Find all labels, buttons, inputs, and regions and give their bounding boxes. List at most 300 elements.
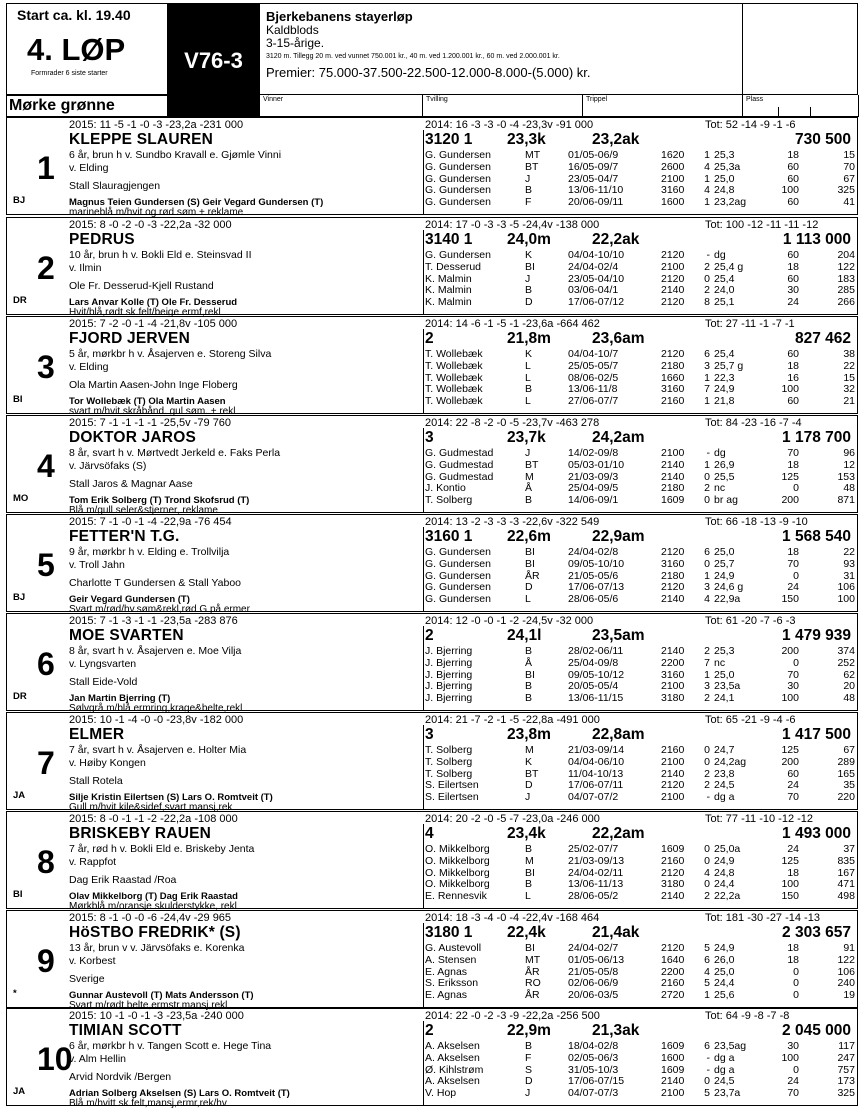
start-time: 25,0 — [714, 172, 735, 185]
start-distance: 2160 — [661, 977, 685, 990]
start-distance: 2140 — [661, 458, 685, 471]
start-row — [425, 989, 855, 1000]
start-distance: 2720 — [661, 989, 685, 1002]
stats-2014: 2014: 14 -6 -1 -5 -1 -23,6a -664 462 — [425, 318, 600, 330]
horse-dam-sire: v. Lyngsvarten — [69, 658, 137, 670]
start-time: 24,8 — [714, 184, 735, 197]
start-date: 14/06-09/1 — [568, 494, 619, 507]
earnings: 1 568 540 — [782, 528, 851, 545]
stats-2014: 2014: 22 -0 -2 -3 -9 -22,2a -256 500 — [425, 1010, 600, 1022]
start-distance: 2140 — [661, 767, 685, 780]
start-time: 25,5 — [714, 470, 735, 483]
start-driver: T. Solberg — [425, 494, 473, 507]
start-track: BI — [525, 942, 535, 954]
start-place: 0 — [704, 755, 710, 768]
start-time: 23,5a — [714, 680, 741, 693]
start-place: 7 — [704, 383, 710, 396]
horse-name: DOKTOR JAROS — [69, 429, 196, 446]
start-date: 24/04-02/11 — [568, 866, 624, 879]
start-track: B — [525, 843, 533, 855]
horse-owner: Stall Slauragjengen — [69, 180, 161, 192]
driver-trainer: Lars Anvar Kolle (T) Ole Fr. Desserud — [69, 297, 238, 308]
stats-2014: 2014: 16 -3 -3 -0 -4 -23,3v -91 000 — [425, 119, 594, 131]
divider — [858, 95, 859, 117]
divider — [423, 923, 424, 1007]
earnings: 1 178 700 — [782, 429, 851, 446]
horse-pedigree: 6 år, mørkbr h v. Tangen Scott e. Hege Tina — [69, 1040, 272, 1052]
horse-pedigree: 9 år, mørkbr h v. Elding e. Trollvilja — [69, 546, 230, 558]
start-odds: 24 — [787, 296, 799, 309]
start-distance: 1609 — [661, 1063, 685, 1076]
start-distance: 1620 — [661, 149, 685, 161]
region-code: JA — [13, 1086, 26, 1097]
start-odds: 200 — [781, 755, 799, 768]
start-row — [425, 669, 855, 680]
record-auto: 21,4ak — [592, 924, 640, 941]
start-place: 1 — [704, 149, 710, 161]
form-note: Formrader 6 siste starter — [31, 70, 108, 77]
start-odds: 100 — [781, 184, 799, 197]
start-track: MT — [525, 953, 541, 966]
start-distance: 2140 — [661, 470, 685, 483]
start-driver: A. Akselsen — [425, 1075, 480, 1088]
start-time: Start ca. kl. 19.40 — [17, 7, 131, 23]
horse-owner: Ola Martin Aasen-John Inge Floberg — [69, 379, 238, 391]
stats-total: Tot: 77 -11 -10 -12 -12 — [705, 813, 814, 825]
start-distance: 2160 — [661, 854, 685, 867]
start-time: 25,3a — [714, 160, 741, 173]
start-time: 24,2ag — [714, 755, 747, 768]
region-code: DR — [13, 691, 27, 702]
start-time: 25,4 — [714, 348, 735, 360]
start-track: RO — [525, 977, 541, 990]
start-prize: 67 — [843, 744, 855, 756]
start-prize: 15 — [843, 149, 855, 161]
start-distance: 2160 — [661, 744, 685, 756]
start-row — [425, 581, 855, 592]
region-code: BJ — [13, 592, 26, 603]
start-odds: 60 — [787, 249, 799, 261]
start-date: 04/04-06/10 — [568, 755, 625, 768]
start-place: 1 — [704, 569, 710, 582]
start-date: 13/06-11/15 — [568, 692, 624, 705]
start-place: 0 — [704, 744, 710, 756]
divider — [423, 626, 424, 710]
divider — [582, 95, 583, 117]
start-track: D — [525, 296, 533, 309]
distance-post: 3 — [425, 429, 434, 446]
start-time: 24,4 — [714, 977, 735, 990]
start-track: ÅR — [525, 569, 540, 582]
start-odds: 100 — [781, 1051, 799, 1064]
start-date: 24/04-02/7 — [568, 942, 619, 954]
start-driver: G. Gundersen — [425, 546, 491, 558]
start-odds: 60 — [787, 160, 799, 173]
start-track: BT — [525, 458, 539, 471]
race-breed: Kaldblods — [266, 23, 319, 37]
start-time: 23,7a — [714, 1087, 741, 1100]
start-time: 25,0 — [714, 546, 735, 558]
start-date: 21/05-05/6 — [568, 569, 619, 582]
start-distance: 2140 — [661, 645, 685, 657]
race-conditions: 3120 m. Tillegg 20 m. ved vunnet 750.001 kr., 40 m. ved 1.200.001 kr., 60 m. ved 2.000.001 kr. — [266, 53, 560, 60]
start-driver: E. Agnas — [425, 989, 468, 1002]
start-prize: 48 — [843, 482, 855, 495]
start-date: 24/04-02/4 — [568, 260, 619, 273]
start-time: 25,3 — [714, 149, 735, 161]
distance-post: 3140 1 — [425, 231, 473, 248]
race-info-box — [259, 3, 743, 95]
start-row — [425, 196, 855, 207]
start-distance: 1600 — [661, 1051, 685, 1064]
start-driver: J. Bjerring — [425, 692, 473, 705]
record-auto: 23,6am — [592, 330, 645, 347]
start-odds: 0 — [793, 989, 799, 1002]
start-odds: 0 — [793, 977, 799, 990]
start-track: B — [525, 1040, 533, 1052]
start-row — [425, 558, 855, 569]
start-time: 24,9 — [714, 383, 735, 396]
start-date: 20/06-09/11 — [568, 196, 624, 209]
start-track: M — [525, 854, 534, 867]
start-place: 3 — [704, 680, 710, 693]
start-date: 01/05-06/9 — [568, 149, 619, 161]
start-driver: G. Gundersen — [425, 172, 491, 185]
blank-box — [742, 3, 858, 95]
driver-trainer: Silje Kristin Eilertsen (S) Lars O. Romtveit (T) — [69, 792, 273, 803]
start-driver: G. Gundersen — [425, 569, 491, 582]
start-place: 4 — [704, 965, 710, 978]
record-auto: 22,2ak — [592, 231, 640, 248]
start-place: 5 — [704, 942, 710, 954]
label-tvilling: Tvilling — [426, 96, 448, 103]
horse-dam-sire: v. Järvsöfaks (S) — [69, 460, 147, 472]
record-volt: 23,4k — [507, 825, 546, 842]
start-time: 23,8 — [714, 767, 735, 780]
start-track: S — [525, 1063, 533, 1076]
distance-post: 3160 1 — [425, 528, 473, 545]
start-date: 21/05-05/8 — [568, 965, 619, 978]
racing-colors: Blå m/hvitt sk.felt,mansj,ermr,rek/hv — [69, 1098, 227, 1109]
start-place: 1 — [704, 172, 710, 185]
start-row — [425, 360, 855, 371]
horse-dam-sire: v. Høiby Kongen — [69, 757, 146, 769]
start-prize: 38 — [843, 348, 855, 360]
start-place: - — [706, 1051, 710, 1064]
start-place: 6 — [704, 348, 710, 360]
start-odds: 0 — [793, 569, 799, 582]
start-track: BT — [525, 767, 539, 780]
stats-2015: 2015: 8 -1 -0 -0 -6 -24,4v -29 965 — [69, 912, 232, 924]
horse-pedigree: 7 år, rød h v. Bokli Eld e. Briskeby Jenta — [69, 843, 255, 855]
horse-entry — [6, 613, 858, 714]
start-place: - — [706, 1063, 710, 1076]
start-time: 23,2ag — [714, 196, 747, 209]
start-date: 25/04-09/5 — [568, 482, 619, 495]
horse-pedigree: 8 år, svart h v. Åsajerven e. Moe Vilja — [69, 645, 242, 657]
start-number: 7 — [37, 745, 55, 781]
start-track: Å — [525, 656, 533, 669]
start-time: dg — [714, 447, 726, 459]
start-place: 0 — [704, 272, 710, 285]
horse-name: TIMIAN SCOTT — [69, 1022, 182, 1039]
start-place: 4 — [704, 593, 710, 606]
track-label: Mørke grønne — [6, 95, 168, 117]
start-prize: 48 — [843, 692, 855, 705]
start-odds: 70 — [787, 791, 799, 804]
start-odds: 18 — [787, 359, 799, 372]
start-prize: 100 — [837, 593, 855, 606]
start-prize: 35 — [843, 779, 855, 792]
driver-trainer: Gunnar Austevoll (T) Mats Andersson (T) — [69, 990, 254, 1001]
tick — [810, 107, 811, 117]
start-place: 8 — [704, 296, 710, 309]
horse-dam-sire: v. Elding — [69, 361, 109, 373]
start-date: 20/06-03/5 — [568, 989, 619, 1002]
start-date: 04/07-07/3 — [568, 1087, 619, 1100]
start-odds: 30 — [787, 680, 799, 693]
horse-pedigree: 7 år, svart h v. Åsajerven e. Holter Mia — [69, 744, 247, 756]
race-header — [6, 3, 858, 117]
start-time: 26,0 — [714, 953, 735, 966]
start-time: 24,6 g — [714, 581, 744, 594]
horse-name: FJORD JERVEN — [69, 330, 190, 347]
start-row — [425, 890, 855, 901]
divider — [423, 130, 424, 214]
start-time: 24,9 — [714, 569, 735, 582]
start-date: 04/04-10/7 — [568, 348, 619, 360]
start-distance: 1640 — [661, 953, 685, 966]
start-odds: 24 — [787, 581, 799, 594]
start-distance: 2120 — [661, 581, 685, 594]
start-odds: 125 — [781, 854, 799, 867]
start-place: 0 — [704, 494, 710, 507]
start-row — [425, 791, 855, 802]
start-row — [425, 570, 855, 581]
start-place: - — [706, 447, 710, 459]
start-distance: 2100 — [661, 1087, 685, 1100]
start-distance: 2200 — [661, 965, 685, 978]
start-row — [425, 482, 855, 493]
start-date: 13/06-11/13 — [568, 878, 624, 891]
driver-trainer: Magnus Teien Gundersen (S) Geir Vegard Gundersen (T) — [69, 197, 324, 208]
start-prize: 20 — [843, 680, 855, 693]
race-title: Bjerkebanens stayerløp — [266, 9, 413, 24]
region-code: * — [13, 988, 17, 999]
divider — [423, 527, 424, 611]
start-driver: G. Austevoll — [425, 942, 482, 954]
driver-trainer: Adrian Solberg Akselsen (S) Lars O. Romtveit (T) — [69, 1088, 290, 1099]
start-track: D — [525, 581, 533, 594]
record-auto: 22,9am — [592, 528, 645, 545]
start-date: 28/06-05/6 — [568, 593, 619, 606]
region-code: MO — [13, 493, 29, 504]
start-odds: 24 — [787, 779, 799, 792]
start-row — [425, 249, 855, 260]
start-row — [425, 593, 855, 604]
start-place: 1 — [704, 196, 710, 209]
start-distance: 3160 — [661, 383, 685, 396]
start-place: 2 — [704, 260, 710, 273]
start-track: B — [525, 692, 533, 705]
start-distance: 3160 — [661, 184, 685, 197]
start-prize: 325 — [837, 184, 855, 197]
start-time: 25,7 — [714, 557, 735, 570]
start-distance: 2180 — [661, 569, 685, 582]
horse-name: HöSTBO FREDRIK* (S) — [69, 924, 241, 941]
start-row — [425, 867, 855, 878]
start-distance: 1600 — [661, 196, 685, 209]
start-distance: 2100 — [661, 755, 685, 768]
horse-pedigree: 8 år, svart h v. Mørtvedt Jerkeld e. Faks Perla — [69, 447, 281, 459]
start-time: 24,5 — [714, 1075, 735, 1088]
start-distance: 2140 — [661, 284, 685, 297]
start-row — [425, 273, 855, 284]
horse-dam-sire: v. Korbest — [69, 955, 116, 967]
start-odds: 200 — [781, 494, 799, 507]
start-date: 21/03-09/13 — [568, 854, 625, 867]
start-time: 24,0 — [714, 284, 735, 297]
horse-entry — [6, 910, 858, 1011]
start-place: 4 — [704, 184, 710, 197]
start-prize: 285 — [837, 284, 855, 297]
start-driver: T. Wollebæk — [425, 383, 483, 396]
start-row — [425, 184, 855, 195]
start-row — [425, 744, 855, 755]
driver-trainer: Tor Wollebæk (T) Ola Martin Aasen — [69, 396, 226, 407]
start-track: L — [525, 890, 531, 903]
start-driver: S. Eriksson — [425, 977, 479, 990]
start-date: 23/05-04/10 — [568, 272, 625, 285]
stats-2014: 2014: 20 -2 -0 -5 -7 -23,0a -246 000 — [425, 813, 600, 825]
horse-dam-sire: v. Rappfot — [69, 856, 117, 868]
start-driver: T. Wollebæk — [425, 348, 483, 360]
start-number: 9 — [37, 943, 55, 979]
start-date: 04/07-07/2 — [568, 791, 619, 804]
start-driver: S. Eilertsen — [425, 791, 479, 804]
start-row — [425, 173, 855, 184]
start-driver: K. Malmin — [425, 284, 472, 297]
start-odds: 18 — [787, 149, 799, 161]
start-prize: 117 — [838, 1040, 855, 1052]
horse-entry — [6, 712, 858, 813]
start-track: M — [525, 470, 534, 483]
start-place: 5 — [704, 977, 710, 990]
start-date: 17/06-07/15 — [568, 1075, 625, 1088]
start-driver: O. Mikkelborg — [425, 878, 490, 891]
horse-pedigree: 10 år, brun h v. Bokli Eld e. Steinsvad II — [69, 249, 252, 261]
start-track: BI — [525, 546, 535, 558]
start-prize: 247 — [837, 1051, 855, 1064]
start-prize: 498 — [837, 890, 855, 903]
start-prize: 757 — [837, 1063, 855, 1076]
start-place: 2 — [704, 890, 710, 903]
start-time: 24,1 — [714, 692, 735, 705]
start-place: 0 — [704, 557, 710, 570]
start-prize: 41 — [843, 196, 855, 209]
start-track: BI — [525, 866, 535, 879]
start-row — [425, 261, 855, 272]
start-driver: E. Rennesvik — [425, 890, 487, 903]
start-date: 27/06-07/7 — [568, 395, 619, 408]
start-date: 17/06-07/13 — [568, 581, 625, 594]
record-auto: 22,2am — [592, 825, 645, 842]
stats-2014: 2014: 17 -0 -3 -3 -5 -24,4v -138 000 — [425, 219, 600, 231]
start-distance: 2180 — [661, 359, 685, 372]
record-volt: 23,7k — [507, 429, 546, 446]
start-prize: 374 — [837, 645, 855, 657]
start-row — [425, 977, 855, 988]
start-prize: 91 — [843, 942, 855, 954]
start-prize: 106 — [837, 581, 855, 594]
start-prize: 325 — [837, 1087, 855, 1100]
start-place: 3 — [704, 359, 710, 372]
start-distance: 2120 — [661, 249, 685, 261]
start-odds: 0 — [793, 482, 799, 495]
start-prize: 67 — [843, 172, 855, 185]
horse-owner: Stall Eide-Vold — [69, 676, 138, 688]
driver-trainer: Jan Martin Bjerring (T) — [69, 693, 171, 704]
start-track: J — [525, 447, 531, 459]
start-prize: 122 — [837, 260, 855, 273]
start-date: 13/06-11/8 — [568, 383, 618, 396]
start-place: 3 — [704, 581, 710, 594]
start-track: Å — [525, 482, 533, 495]
start-track: F — [525, 1051, 532, 1064]
horse-name: BRISKEBY RAUEN — [69, 825, 212, 842]
horse-entry — [6, 1008, 858, 1109]
start-odds: 60 — [787, 348, 799, 360]
distance-post: 2 — [425, 330, 434, 347]
record-volt: 22,6m — [507, 528, 551, 545]
start-driver: G. Gundersen — [425, 196, 491, 209]
horse-owner: Sverige — [69, 973, 105, 985]
horse-owner: Dag Erik Raastad /Roa — [69, 874, 177, 886]
earnings: 827 462 — [794, 330, 851, 347]
start-distance: 1660 — [661, 371, 685, 384]
horse-dam-sire: v. Troll Jahn — [69, 559, 125, 571]
start-driver: G. Gudmestad — [425, 447, 494, 459]
start-odds: 60 — [787, 172, 799, 185]
start-row — [425, 1064, 855, 1075]
start-time: 25,6 — [714, 989, 735, 1002]
divider — [423, 329, 424, 413]
start-row — [425, 954, 855, 965]
start-odds: 125 — [781, 744, 799, 756]
start-track: L — [525, 593, 531, 606]
start-driver: E. Agnas — [425, 965, 468, 978]
distance-post: 3180 1 — [425, 924, 473, 941]
start-distance: 2600 — [661, 160, 685, 173]
start-date: 28/06-05/2 — [568, 890, 619, 903]
earnings: 1 493 000 — [782, 825, 851, 842]
start-row — [425, 878, 855, 889]
start-odds: 18 — [787, 942, 799, 954]
start-row — [425, 447, 855, 458]
stats-total: Tot: 27 -11 -1 -7 -1 — [705, 318, 795, 330]
horse-dam-sire: v. Alm Hellin — [69, 1053, 126, 1065]
start-row — [425, 1075, 855, 1086]
racing-colors: svart m/hvit skråbånd. gul søm. + rekl — [69, 406, 236, 417]
racing-colors: marineblå m/hvit og rød søm + reklame — [69, 207, 244, 218]
start-distance: 2200 — [661, 656, 685, 669]
horse-owner: Stall Rotela — [69, 775, 123, 787]
stats-2015: 2015: 7 -1 -3 -1 -1 -23,5a -283 876 — [69, 615, 238, 627]
horse-pedigree: 13 år, brun v v. Järvsöfaks e. Korenka — [69, 942, 245, 954]
horse-name: FETTER'N T.G. — [69, 528, 180, 545]
start-row — [425, 779, 855, 790]
race-prizes: Premier: 75.000-37.500-22.500-12.000-8.000-(5.000) kr. — [266, 65, 591, 80]
